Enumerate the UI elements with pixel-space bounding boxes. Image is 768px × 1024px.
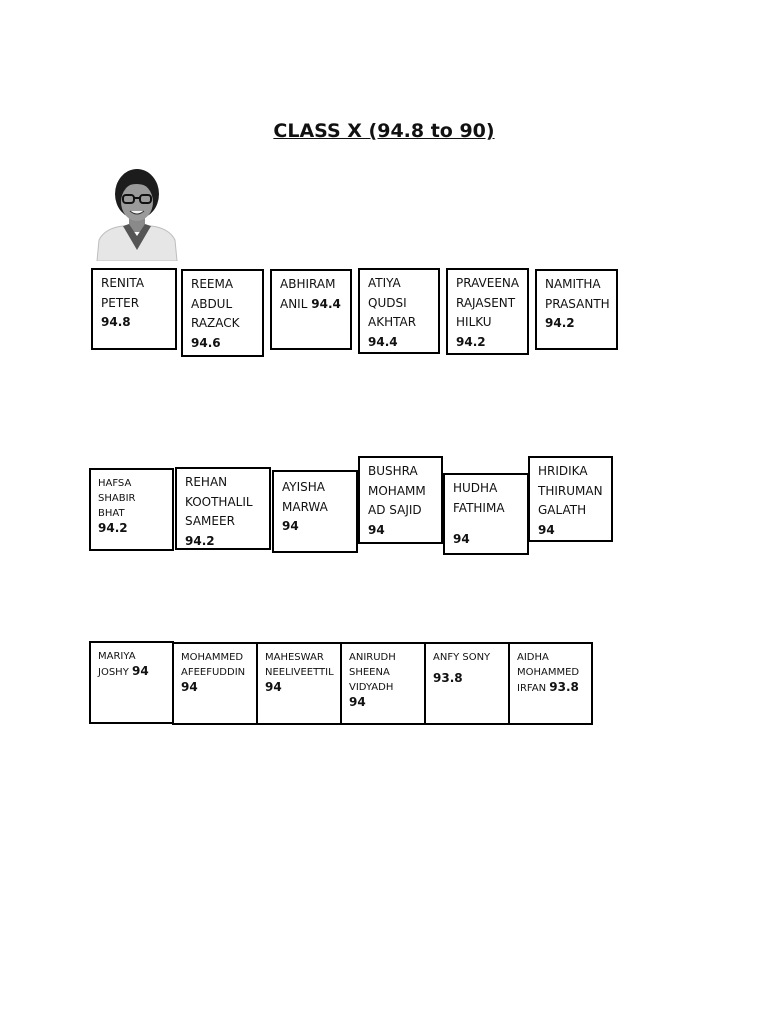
student-score: 94.2 [185,533,215,548]
student-score: 94 [282,519,299,533]
student-score: 94.6 [191,335,221,350]
student-score: 94 [181,680,198,694]
student-score: 94.4 [368,334,398,349]
student-card [91,268,177,350]
student-name: BUSHRA MOHAMM AD SAJID [368,464,426,517]
student-name: MAHESWAR NEELIVEETTIL [265,652,334,678]
student-name: RENITA PETER [101,276,145,310]
student-name: AYISHA MARWA [282,480,328,514]
student-name: REEMA ABDUL RAZACK [191,277,240,330]
student-name: ANFY SONY [433,652,491,663]
student-card [89,641,174,724]
student-name: HAFSA SHABIR BHAT [98,478,136,519]
student-card [528,456,613,542]
student-score: 93.8 [549,680,579,694]
student-score: 94 [538,522,555,537]
student-score: 94.2 [98,521,128,535]
student-card [181,269,264,357]
student-score: 94 [131,664,149,678]
student-score: 94 [368,522,385,537]
student-score: 94.8 [101,315,131,329]
student-card [340,642,426,725]
student-card [358,456,443,544]
student-name: ATIYA QUDSI AKHTAR [368,276,417,329]
student-card [443,473,529,555]
student-photo [93,164,179,261]
student-score: 94 [265,680,282,694]
student-name: PRAVEENA RAJASENT HILKU [456,276,520,329]
student-score: 94.2 [456,334,486,349]
student-name: AIDHA MOHAMMED IRFAN [517,652,580,694]
student-card [446,268,529,355]
student-card [424,642,510,725]
student-score: 94 [453,532,470,546]
student-score: 94 [349,695,366,709]
student-name: ABHIRAM ANIL [280,277,336,311]
page-title: CLASS X (94.8 to 90) [273,120,495,142]
student-name: MARIYA JOSHY [98,651,136,678]
student-card [172,642,258,725]
student-name: HUDHA FATHIMA [453,481,505,515]
student-name: ANIRUDH SHEENA VIDYADH [349,652,396,693]
student-card [270,269,352,350]
student-card [535,269,618,350]
student-name: MOHAMMED AFEEFUDDIN [181,652,246,678]
student-card [358,268,440,354]
student-name: NAMITHA PRASANTH [545,277,610,311]
student-card [175,467,271,550]
student-score: 94.4 [311,296,341,311]
student-score: 93.8 [433,671,463,685]
student-card [508,642,593,725]
student-score: 94.2 [545,316,575,330]
student-card [272,470,358,553]
student-card [256,642,342,725]
student-name: REHAN KOOTHALIL SAMEER [185,475,253,528]
student-name: HRIDIKA THIRUMAN GALATH [538,464,603,517]
student-card [89,468,174,551]
